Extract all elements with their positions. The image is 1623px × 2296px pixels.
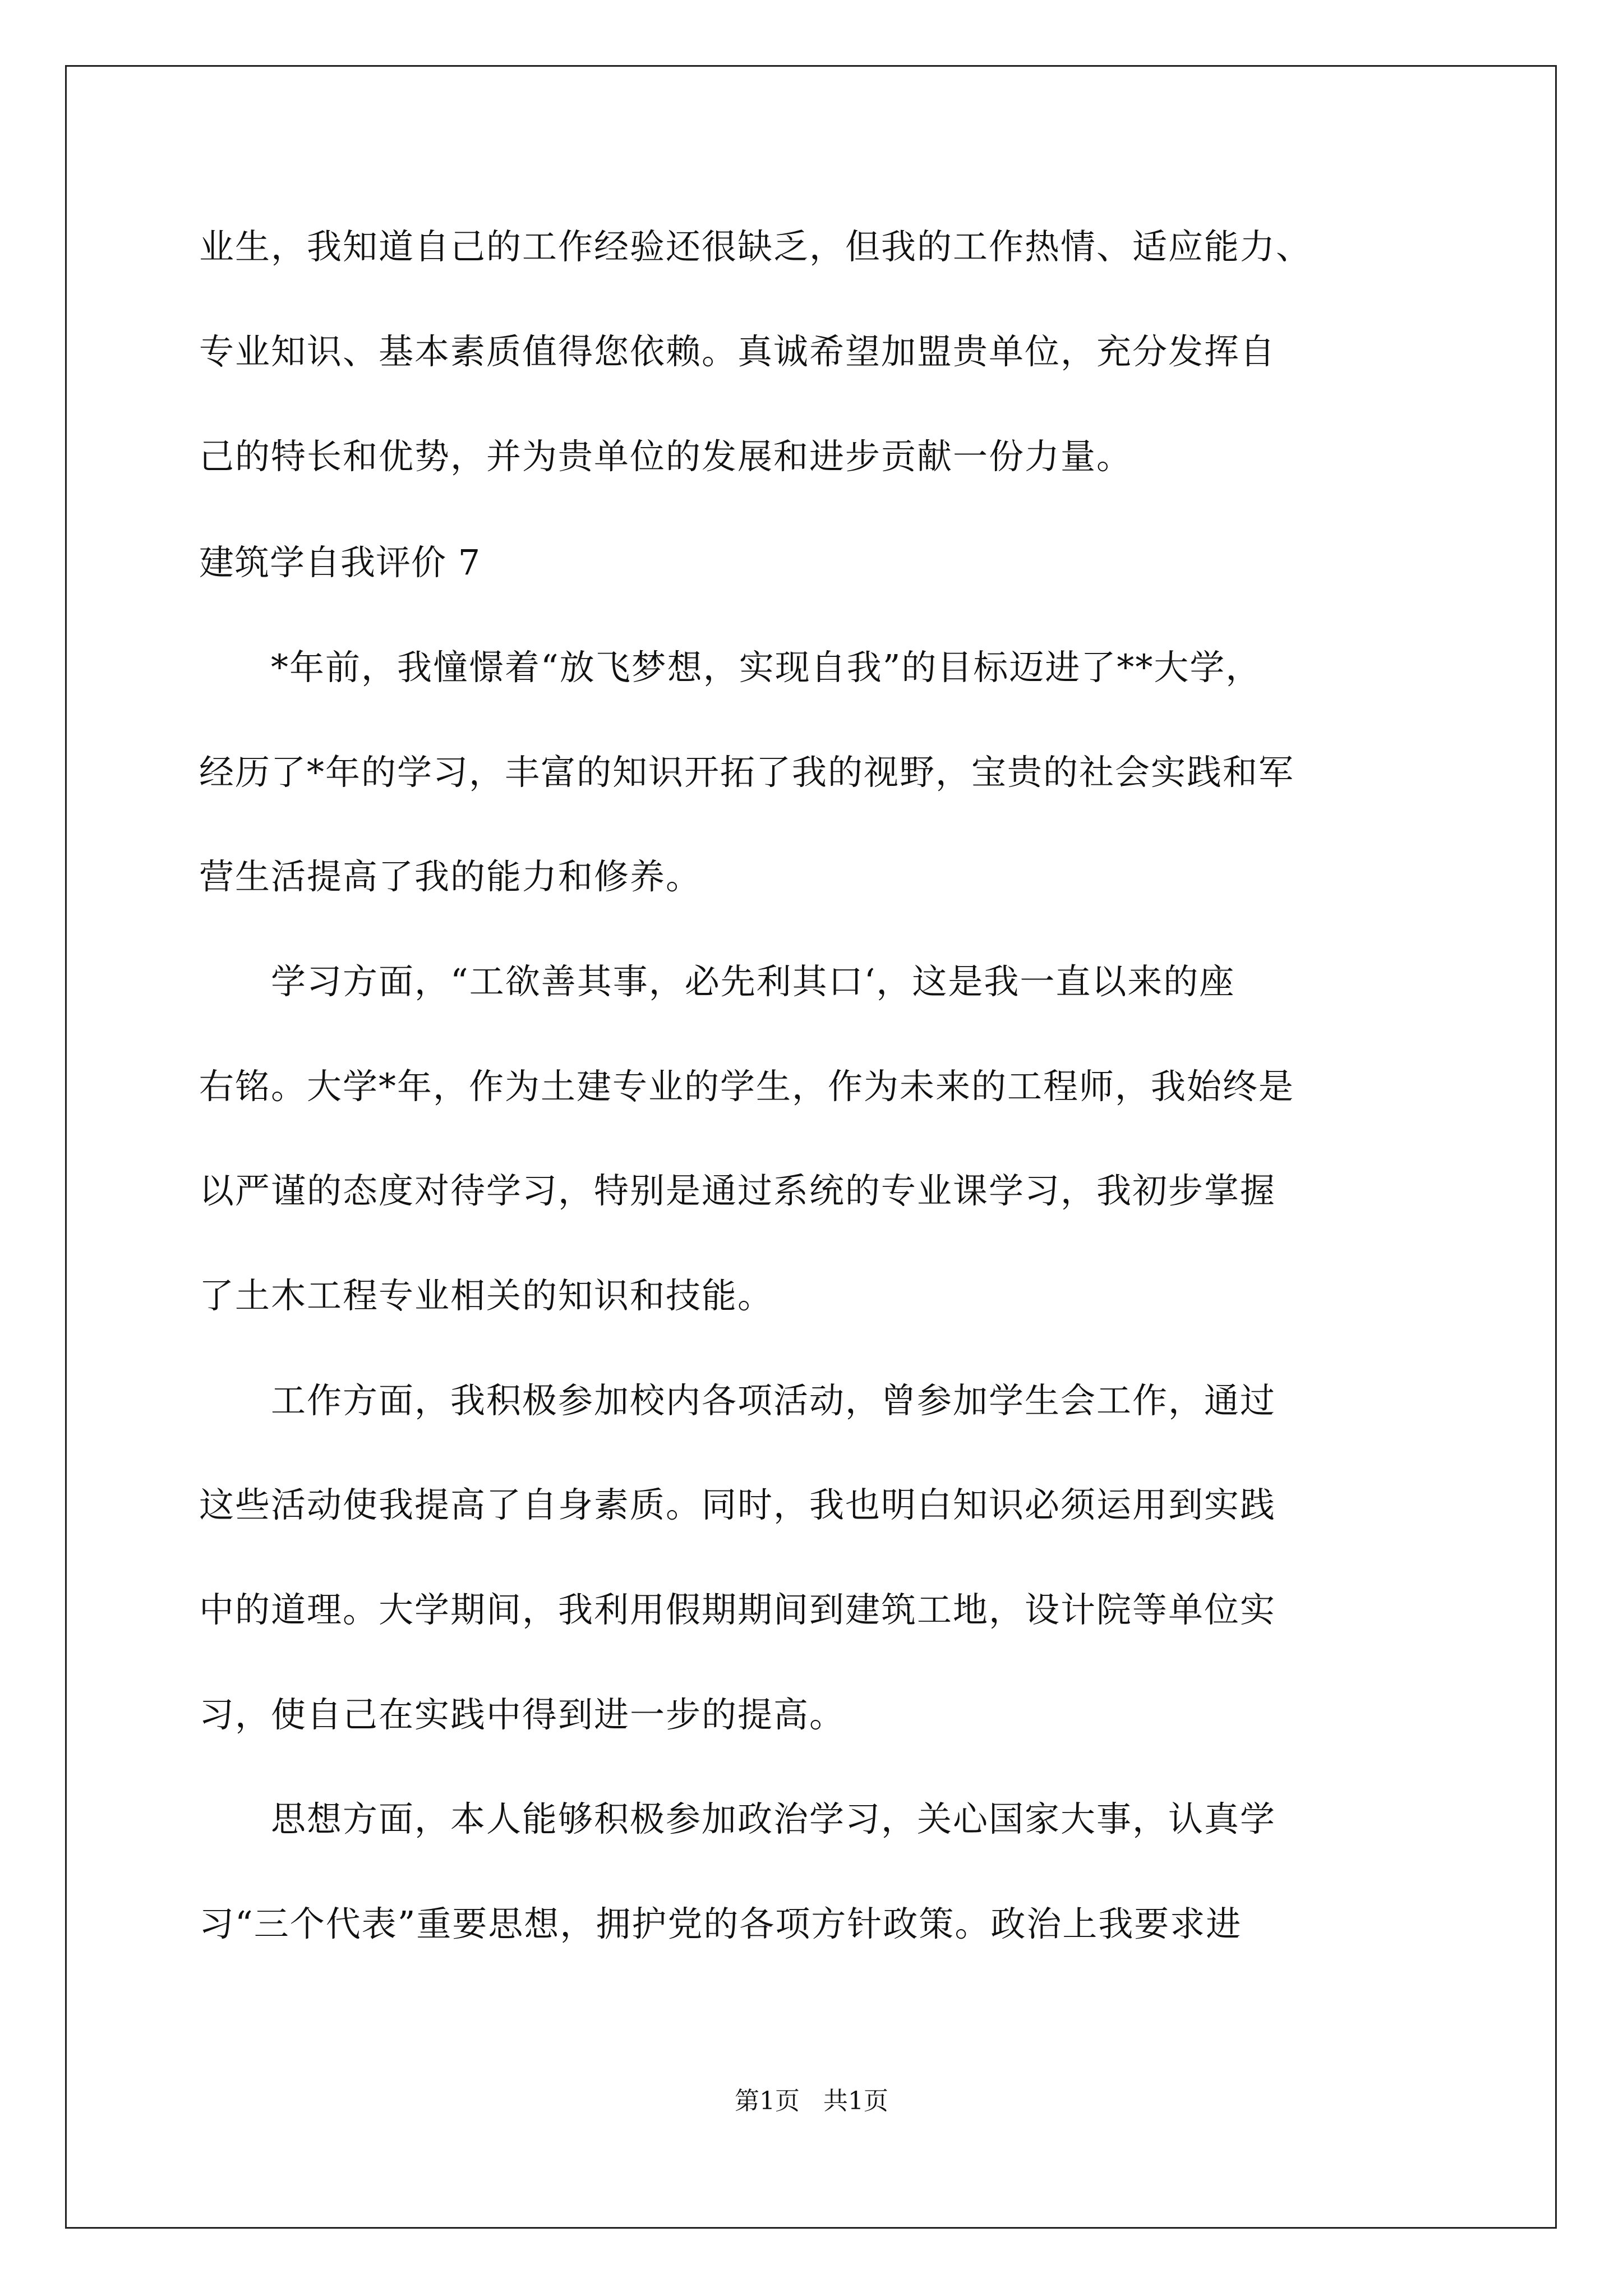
section-heading: 建筑学自我评价 7: [199, 542, 481, 583]
paragraph-line: *年前，我憧憬着“放飞梦想，实现自我”的目标迈进了**大学，: [199, 647, 1262, 688]
paragraph-line: 右铭。大学*年，作为土建专业的学生，作为未来的工程师，我始终是: [199, 1066, 1295, 1107]
paragraph-line: 习“三个代表”重要思想，拥护党的各项方针政策。政治上我要求进: [199, 1903, 1242, 1944]
paragraph-line: 业生，我知道自己的工作经验还很缺乏，但我的工作热情、适应能力、: [199, 226, 1312, 267]
paragraph-line: 专业知识、基本素质值得您依赖。真诚希望加盟贵单位，充分发挥自: [199, 331, 1276, 372]
paragraph-line: 这些活动使我提高了自身素质。同时，我也明白知识必须运用到实践: [199, 1484, 1276, 1525]
paragraph-line: 经历了*年的学习，丰富的知识开拓了我的视野，宝贵的社会实践和军: [199, 752, 1295, 793]
paragraph-line: 营生活提高了我的能力和修养。: [199, 856, 702, 897]
page-footer: 第1页 共1页: [735, 2087, 888, 2115]
paragraph-line: 习，使自己在实践中得到进一步的提高。: [199, 1694, 846, 1735]
paragraph-line: 以严谨的态度对待学习，特别是通过系统的专业课学习，我初步掌握: [199, 1170, 1276, 1211]
paragraph-line: 己的特长和优势，并为贵单位的发展和进步贡献一份力量。: [199, 436, 1133, 477]
paragraph-line: 学习方面，“工欲善其事，必先利其口‘，这是我一直以来的座: [199, 961, 1235, 1002]
paragraph-line: 工作方面，我积极参加校内各项活动，曾参加学生会工作，通过: [199, 1380, 1276, 1421]
paragraph-line: 思想方面，本人能够积极参加政治学习，关心国家大事，认真学: [199, 1798, 1276, 1839]
paragraph-line: 中的道理。大学期间，我利用假期期间到建筑工地，设计院等单位实: [199, 1589, 1276, 1630]
paragraph-line: 了土木工程专业相关的知识和技能。: [199, 1275, 774, 1316]
